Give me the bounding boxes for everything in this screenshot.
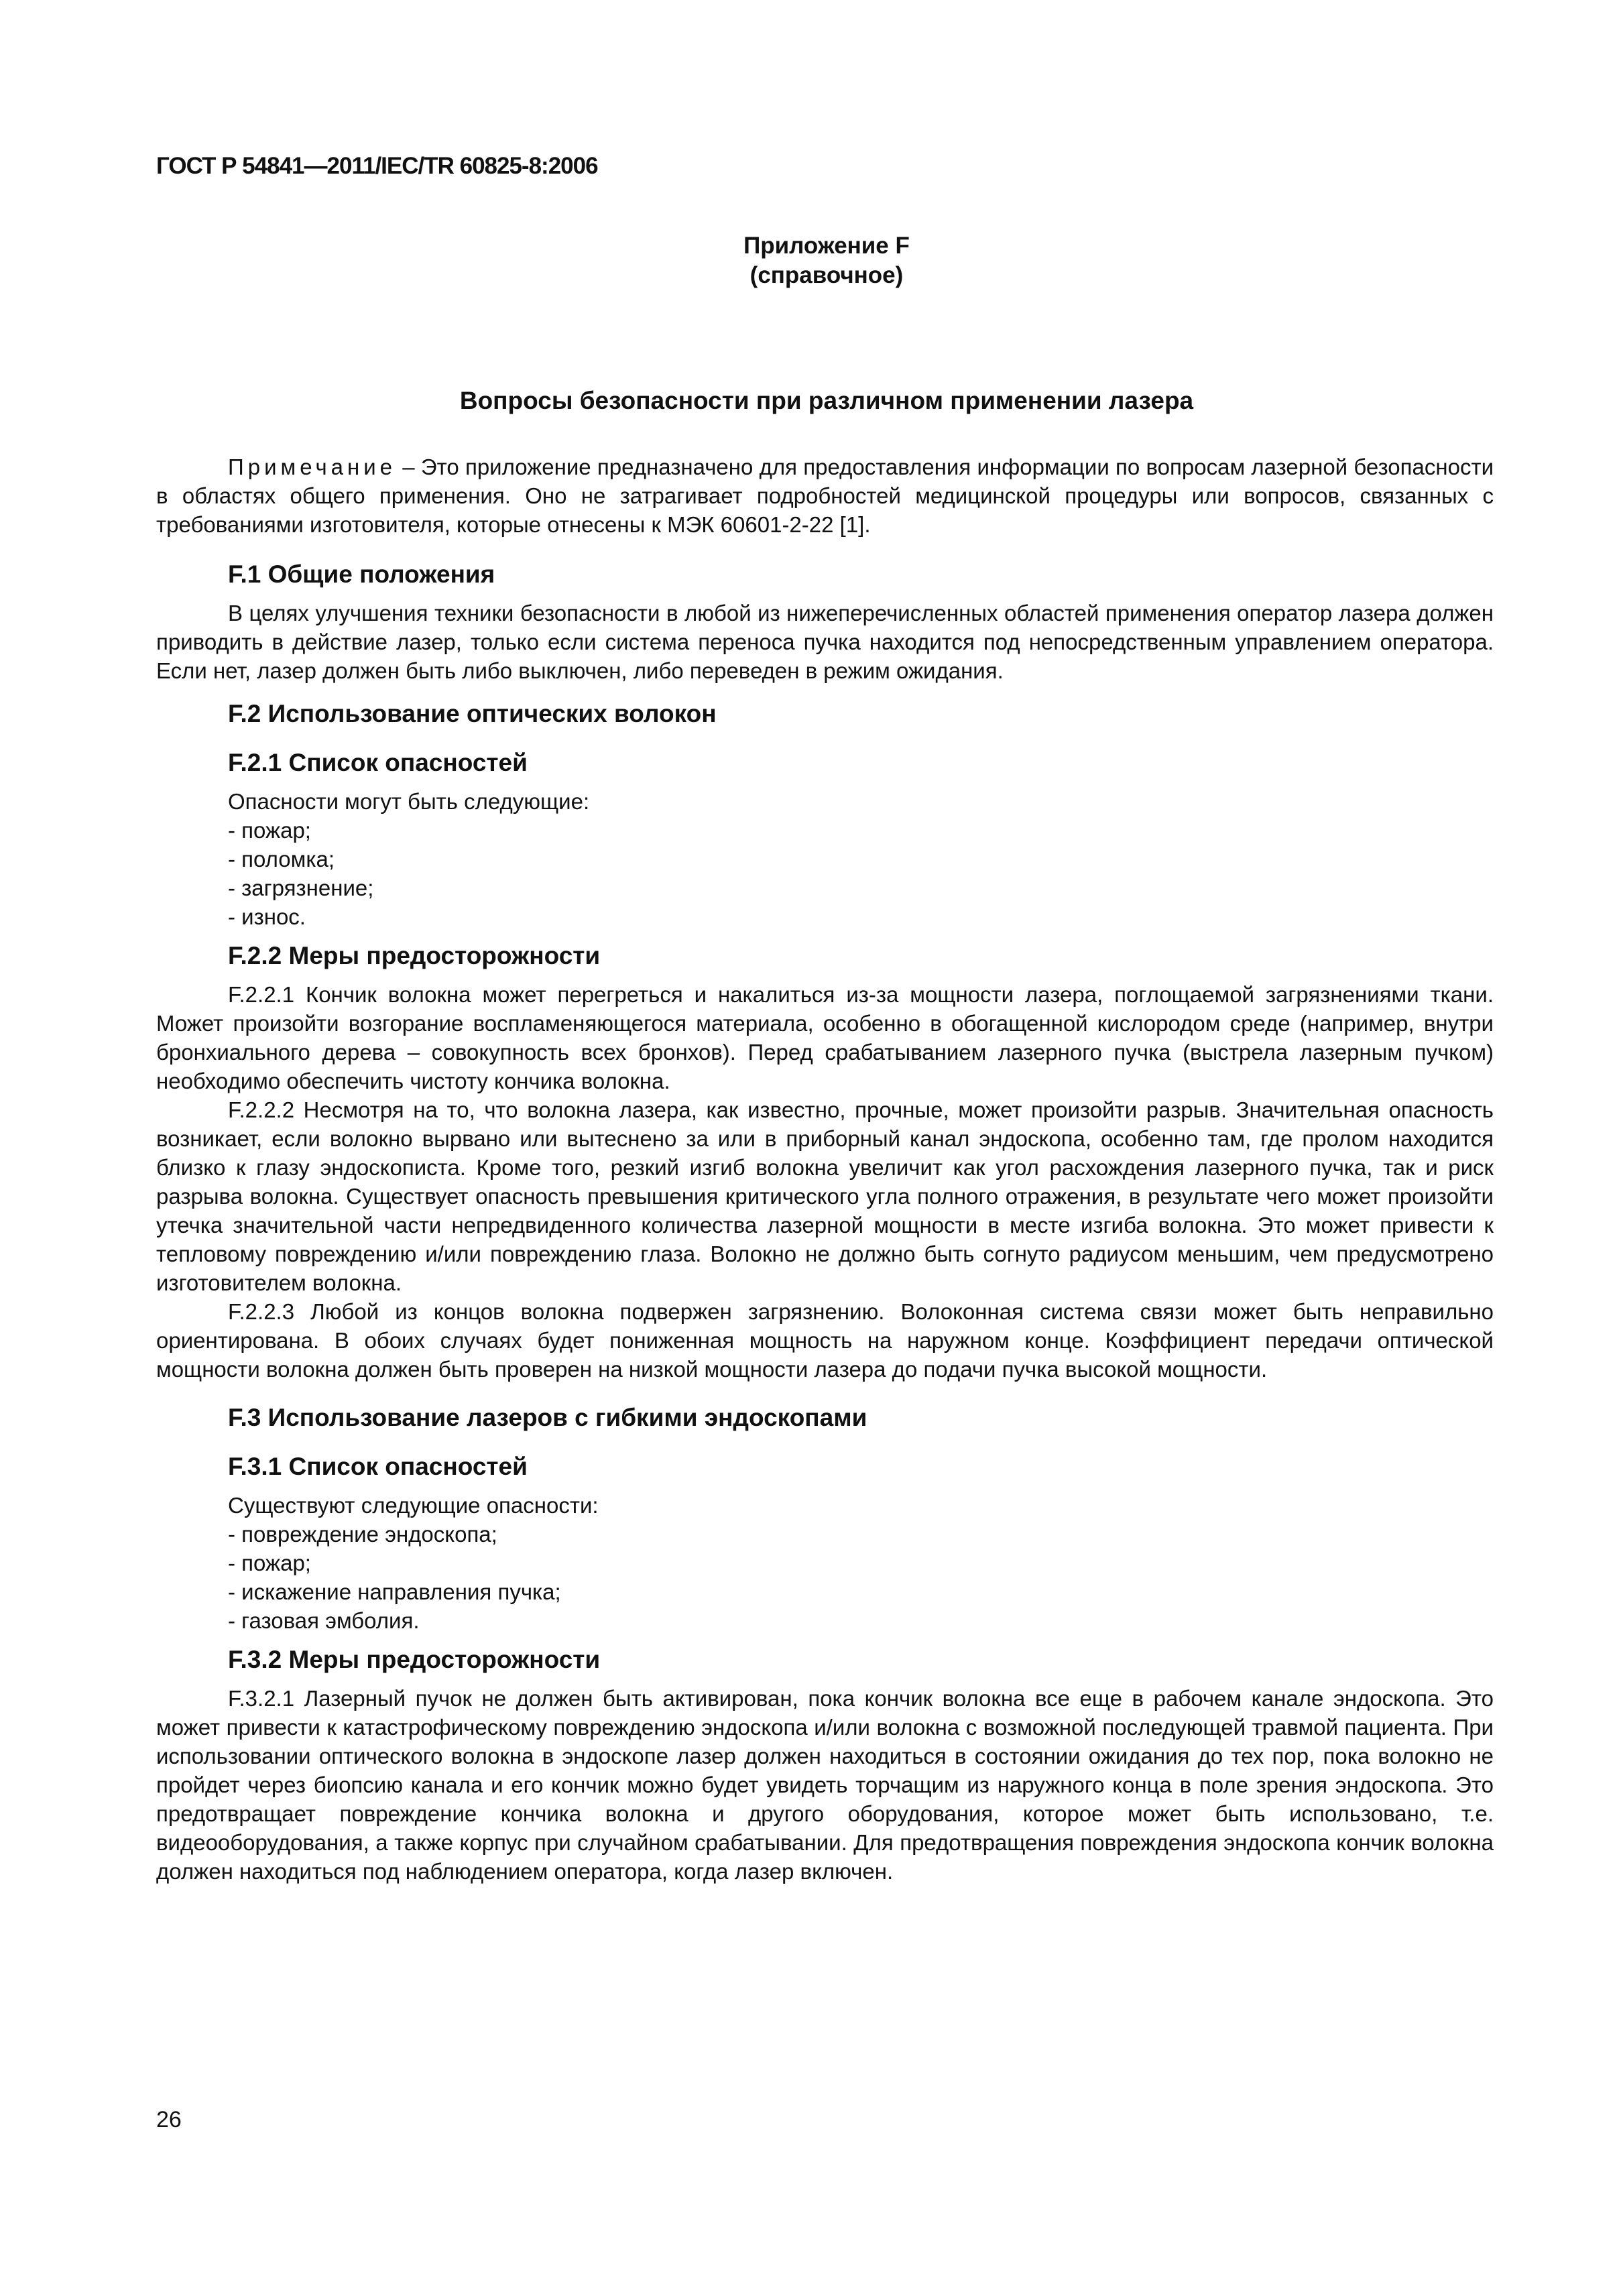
section-heading-f1: F.1 Общие положения — [228, 560, 495, 588]
annex-title: Вопросы безопасности при различном применении лазера — [459, 387, 1194, 414]
note-label: Примечание — [228, 455, 397, 479]
list-item: - пожар; — [228, 818, 311, 843]
section-heading-f3: F.3 Использование лазеров с гибкими эндоскопами — [228, 1404, 867, 1431]
paragraph-f3-2-1: F.3.2.1 Лазерный пучок не должен быть активирован, пока кончик волокна все еще в рабочем канале эндоскопа. Это может привести к катастрофическому повреждению эндоскопа и/или волокна с возможной последующей травмой пациента. При использовании оптического волокна в эндоскопе лазер должен находиться в состоянии ожидания до тех пор, пока волокно не пройдет через биопсию канала и его кончик можно будет увидеть торчащим из наружного конца в поле зрения эндоскопа. Это предотвращает повреждение кончика волокна и другого оборудования, которое может быть использовано, т.е. видеооборудования, а также корпус при случайном срабатывании. Для предотвращения повреждения эндоскопа кончик волокна должен находиться под наблюдением оператора, когда лазер включен. — [156, 1686, 1494, 1884]
annex-heading — [156, 231, 1497, 290]
section-heading-f3-1: F.3.1 Список опасностей — [228, 1453, 528, 1480]
section-heading-f2-2: F.2.2 Меры предосторожности — [228, 942, 601, 969]
list-item: - пожар; — [228, 1551, 311, 1575]
section-heading-f2: F.2 Использование оптических волокон — [228, 700, 717, 727]
standard-header: ГОСТ Р 54841—2011/IEC/TR 60825-8:2006 — [156, 153, 598, 179]
hazard-list-f3 — [156, 1520, 1494, 1635]
list-item: - загрязнение; — [228, 875, 374, 900]
document-body — [156, 452, 1494, 1886]
hazard-list-f2 — [156, 816, 1494, 931]
note-text: – Это приложение предназначено для предоставления информации по вопросам лазерной безопасности в областях общего применения. Оно не затрагивает подробностей медицинской процедуры или вопросов, связанных с требованиями изготовителя, которые отнесены к МЭК 60601-2-22 [1]. — [156, 455, 1494, 537]
section-heading-f3-2: F.3.2 Меры предосторожности — [228, 1646, 601, 1673]
annex-label: Приложение F — [743, 233, 910, 259]
hazards-intro-f3: Существуют следующие опасности: — [228, 1493, 599, 1518]
list-item: - газовая эмболия. — [228, 1608, 420, 1633]
page-number: 26 — [156, 2107, 182, 2132]
list-item: - износ. — [228, 904, 306, 929]
paragraph-f2-2-3: F.2.2.3 Любой из концов волокна подвержен загрязнению. Волоконная система связи может быть неправильно ориентирована. В обоих случаях будет пониженная мощность на наружном конце. Коэффициент передачи оптической мощности волокна должен быть проверен на низкой мощности лазера до подачи пучка высокой мощности. — [156, 1299, 1494, 1382]
list-item: - поломка; — [228, 847, 335, 871]
paragraph-f2-2-1: F.2.2.1 Кончик волокна может перегреться и накалиться из-за мощности лазера, поглощаемой загрязнениями ткани. Может произойти возгорание воспламеняющегося материала, особенно в обогащенной кислородом среде (например, внутри бронхиального дерева – совокупность всех бронхов). Перед срабатыванием лазерного пучка (выстрела лазерным пучком) необходимо обеспечить чистоту кончика волокна. — [156, 982, 1494, 1093]
list-item: - повреждение эндоскопа; — [228, 1522, 497, 1547]
paragraph-f2-2-2: F.2.2.2 Несмотря на то, что волокна лазера, как известно, прочные, может произойти разрыв. Значительная опасность возникает, если волокно вырвано или вытеснено за или в приборный канал эндоскопа, особенно там, где пролом находится близко к глазу эндоскописта. Кроме того, резкий изгиб волокна увеличит как угол расхождения лазерного пучка, так и риск разрыва волокна. Существует опасность превышения критического угла полного отражения, в результате чего может произойти утечка значительной части непредвиденного количества лазерной мощности в месте изгиба волокна. Это может привести к тепловому повреждению и/или повреждению глаза. Волокно не должно быть согнуто радиусом меньшим, чем предусмотрено изготовителем волокна. — [156, 1097, 1494, 1295]
section-f1-text: В целях улучшения техники безопасности в любой из нижеперечисленных областей применения оператор лазера должен приводить в действие лазер, только если система переноса пучка находится под непосредственным управлением оператора. Если нет, лазер должен быть либо выключен, либо переведен в режим ожидания. — [156, 601, 1494, 683]
note-paragraph — [156, 452, 1494, 539]
hazards-intro-f2: Опасности могут быть следующие: — [228, 789, 590, 814]
annex-type: (справочное) — [749, 262, 904, 288]
list-item: - искажение направления пучка; — [228, 1579, 561, 1604]
section-heading-f2-1: F.2.1 Список опасностей — [228, 749, 528, 776]
